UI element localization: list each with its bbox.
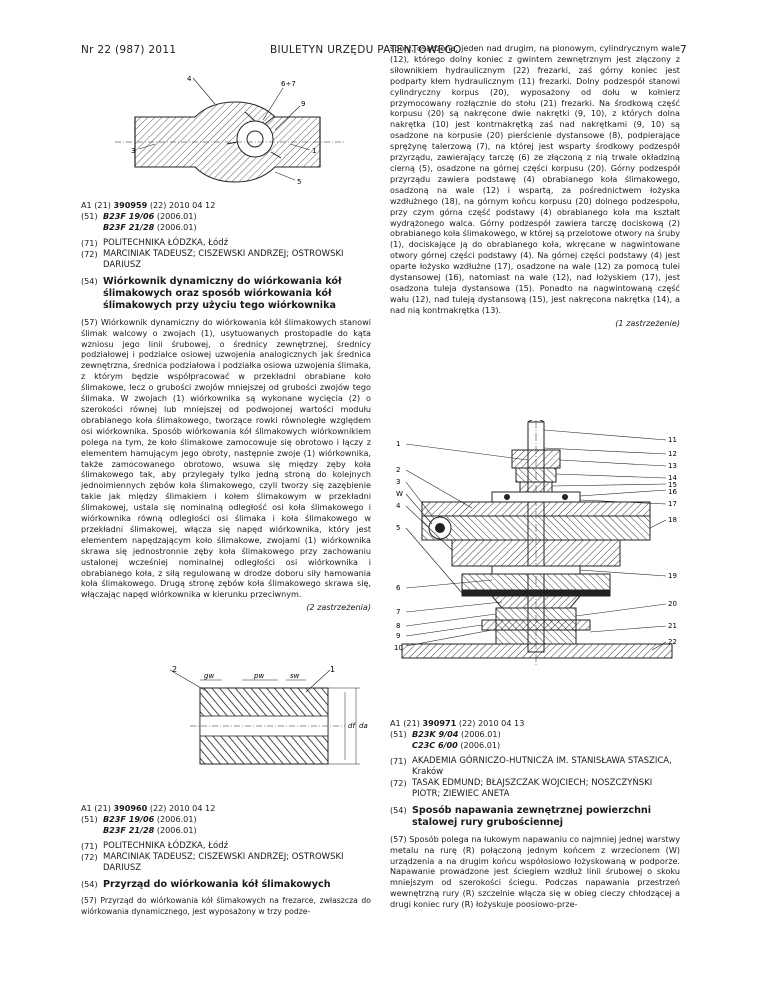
ipc-classes: (51) B23F 19/06 (2006.01) B23F 21/28 (2006.01) xyxy=(81,813,197,835)
fig1-label: 5 xyxy=(297,178,302,186)
claims-count: (2 zastrzeżenia) xyxy=(306,602,371,613)
fig3-label: 21 xyxy=(668,622,677,630)
issue-number: Nr 22 (987) 2011 xyxy=(81,44,177,56)
fig2-label: sw xyxy=(290,672,300,680)
fig2-label: 2 xyxy=(172,666,178,674)
figure-shaving-cutter xyxy=(130,666,370,770)
fig3-label: 8 xyxy=(396,622,401,630)
fig3-label: 22 xyxy=(668,638,677,646)
fig3-label: 14 xyxy=(668,474,677,482)
fig1-label: 6÷7 xyxy=(281,80,296,88)
ipc-classes: (51) B23F 19/06 (2006.01) B23F 21/28 (2006.01) xyxy=(81,210,197,232)
fig2-label: gw xyxy=(204,672,215,680)
ipc-classes: (51) B23K 9/04 (2006.01) C23C 6/00 (2006.01) xyxy=(390,728,501,750)
fig3-label: 2 xyxy=(396,466,401,474)
fig1-label: 9 xyxy=(301,100,306,108)
entry-header: A1 (21) 390971 (22) 2010 04 13 xyxy=(390,718,525,728)
applicant: (71) AKADEMIA GÓRNICZO-HUTNICZA IM. STANISŁAWA STASZICA, Kraków xyxy=(390,755,672,777)
entry-header: A1 (21) 390959 (22) 2010 04 12 xyxy=(81,200,216,210)
patent-number: 390971 xyxy=(422,718,457,728)
abstract: (57) Wiórkownik dynamiczny do wiórkowania kół ślimakowych stanowi ślimak walcowy o zwojach (1), usytuowanych prostopadle do kąta wzniosu jego linii śrubowej, o średnicy zewnętrznej, średnicy podziałowej i podziałce osiowej uzwojenia analogicznych jak średnica zewnętrzna, średnica podziałowa i podziałka osiowa uzwojenia ślimaka, z którym będzie współpracować w przekładni obrabiane koło ślimakowe, lecz o grubości zwojów mniejszej od grubości zwojów tego ślimaka. W zwojach (1) wiórkownika są wykonane wycięcia (2) o szerokości równej lub mniejszej od podwojonej wartości modułu obrabianego koła ślimakowego, tworzące rowki równoległe względem osi wiórkownika. Sposób wiórkowania kół ślimakowych wiórkownikiem polega na tym, że koło ślimakowe zamocowuje się obrotowo i łączy z elementem hamującym jego obroty, następnie zwoje (1) wiórkownika, także zamocowanego obrotowo, wsuwa się między zęby koła ślimakowego tak, aby przylegały tylko jedną stroną do kolejnych jednoimiennych zębów koła ślimakowego, czyli tworzy się zazębienie takie jak między ślimakiem i kołem ślimakowym w przekładni ślimakowej, ustala się nominalną odległość osi koła ślimakowego i wiórkownika równą odległości osi ślimaka i koła ślimakowego w przekładni ślimakowej, włącza się napęd wiórkownika, który jest elementem napędzającym koło ślimakowe, zwojami (1) wiórkownika skrawa się jednostronnie zęby koła ślimakowego przy zachowaniu ustalonej wcześniej nominalnej odległości osi wiórkownika i obrabianego koła, z siłą regulowaną w drodze doboru siły hamowania koła ślimakowego. Drugą stronę zębów koła ślimakowego skrawa się, włączając napęd wiórkownika w kierunku przeciwnym. xyxy=(81,316,372,600)
continued-abstract: społy, osadzone, jeden nad drugim, na pionowym, cylindrycznym wale (12), którego dolny koniec z gwintem zewnętrznym jest złączony z siłownikiem hydraulicznym (22) frezarki, zaś górny koniec jest podparty kłem hydraulicznym (11) frezarki. Dolny podzespół stanowi cylindryczny korpus (20), wyposażony od dołu w kołnierz przymocowany rozłącznie do stołu (21) frezarki. Na środkową część korpusu (20) są nakręcone dwie nakrętki (9, 10), z których dolna nakrętka (10) jest kontrnakrętką zaś nad nakrętkami (9, 10) są osadzone na korpusie (20) pierścienie dystansowe (8), podpierające sprężynę talerzową (7), na której jest wsparty środkowy podzespół przyrządu, zawierający tarczę (6) ze złączoną z nią trwale okładziną cierną (5), osadzone na górnej części korpusu (20). Górny podzespół przyrządu zawiera podstawę (4) obrabianego koła ślimakowego, osadzoną na wale (12) i wspartą, za pośrednictwem łożyska wzdłużnego (18), na górnym końcu korpusu (20) dolnego podzespołu, przy czym górna część podstawy (4) obrabianego koła ma kształt wydrążonego walca. Górny podzespół zawiera tarczę dociskową (2) obrabianego koła ślimakowego, w której są przelotowe otwory na śruby (1), dociskające ją do obrabianego koła, wkręcane w nagwintowane otwory górnej części podstawy (4). Na górnej części podstawy (4) jest oparte łożysko wzdłużne (17), osadzone na wale (12) za pomocą tulei dystansowej (16), natomiast na wale (12), nad łożyskiem (17), jest osadzona tuleja dystansowa (15). Ponadto na nagwintowaną część wału (12), nad tuleją dystansową (15), jest nakręcona nakrętka (14), a nad nią kontrnakrętka (13). xyxy=(390,43,680,315)
fig3-label: 5 xyxy=(396,524,401,532)
applicant: (71) POLITECHNIKA ŁÓDZKA, Łódź xyxy=(81,237,229,248)
journal-title: BIULETYN URZĘDU PATENTOWEGO xyxy=(270,44,462,56)
invention-title: (54) Sposób napawania zewnętrznej powierzchni stalowej rury grubościennej xyxy=(390,804,652,828)
inventors: (72) MARCINIAK TADEUSZ; CISZEWSKI ANDRZEJ; OSTROWSKI DARIUSZ xyxy=(81,248,344,270)
fig2-label: df xyxy=(348,722,355,730)
fig3-label: 9 xyxy=(396,632,401,640)
fig3-label: 20 xyxy=(668,600,677,608)
fig3-label: 4 xyxy=(396,502,401,510)
abstract: (57) Przyrząd do wiórkowania kół ślimakowych na frezarce, zwłaszcza do wiórkowania dynamicznego, jest wyposażony w trzy podze- xyxy=(81,895,371,916)
applicant: (71) POLITECHNIKA ŁÓDZKA, Łódź xyxy=(81,840,229,851)
fig1-label: 4 xyxy=(187,75,192,83)
fig2-label: pw xyxy=(254,672,265,680)
fig3-label: 11 xyxy=(668,436,677,444)
filing-date: (22) 2010 04 12 xyxy=(149,803,216,813)
fig1-label: 1 xyxy=(312,147,317,155)
entry-390959 xyxy=(81,200,371,613)
entry-390960 xyxy=(81,803,371,918)
patent-number: 390960 xyxy=(113,803,148,813)
abstract: (57) Sposób polega na łukowym napawaniu co najmniej jednej warstwy metalu na rurę (R) połączoną jednym końcem z wrzecionem (W) urządzenia a na drugim końcu współosiowo łożyskowaną w podporze. Napawanie prowadzone jest ściegiem wzdłuż linii śrubowej o skoku mniejszym od szerokości ściegu. Podczas napawania przestrzeń wewnętrzną rury (R) szczelnie włącza się w obieg cieczy chłodzącej a drugi koniec rury (R) łożyskuje poosiowo-prze- xyxy=(390,833,680,910)
figure-fixture-assembly xyxy=(392,420,682,666)
inventors: (72) TASAK EDMUND; BŁAJSZCZAK WOJCIECH; NOSZCZYŃSKI PIOTR; ZIEWIEC ANETA xyxy=(390,777,653,799)
fig3-label: 15 xyxy=(668,481,677,489)
fig3-label: 16 xyxy=(668,488,677,496)
filing-date: (22) 2010 04 12 xyxy=(149,200,216,210)
fig2-label: da xyxy=(359,722,368,730)
fig1-label: 3 xyxy=(131,147,136,155)
fig3-label: 6 xyxy=(396,584,401,592)
fig3-label: W xyxy=(396,490,403,498)
fig2-label: 1 xyxy=(330,666,336,674)
claims-count: (1 zastrzeżenie) xyxy=(615,317,680,328)
right-column xyxy=(390,43,680,329)
invention-title: (54) Przyrząd do wiórkowania kół ślimakowych xyxy=(81,878,331,890)
fig3-label: 13 xyxy=(668,462,677,470)
fig3-label: 18 xyxy=(668,516,677,524)
fig3-label: 1 xyxy=(396,440,401,448)
left-column xyxy=(81,200,371,613)
fig3-label: 10 xyxy=(394,644,403,652)
fig3-label: 7 xyxy=(396,608,401,616)
page-number: 7 xyxy=(680,44,687,56)
inventors: (72) MARCINIAK TADEUSZ; CISZEWSKI ANDRZEJ; OSTROWSKI DARIUSZ xyxy=(81,851,344,873)
fig3-label: 12 xyxy=(668,450,677,458)
invention-title: (54) Wiórkownik dynamiczny do wiórkowania kół ślimakowych oraz sposób wiórkowania kół ślimakowych przy użyciu tego wiórkownika xyxy=(81,275,342,311)
fig3-label: 3 xyxy=(396,478,401,486)
patent-number: 390959 xyxy=(113,200,148,210)
fig3-label: 19 xyxy=(668,572,677,580)
figure-worm-wheel-section xyxy=(115,72,345,192)
entry-390971 xyxy=(390,718,680,910)
entry-header: A1 (21) 390960 (22) 2010 04 12 xyxy=(81,803,216,813)
fig3-label: 17 xyxy=(668,500,677,508)
filing-date: (22) 2010 04 13 xyxy=(458,718,525,728)
